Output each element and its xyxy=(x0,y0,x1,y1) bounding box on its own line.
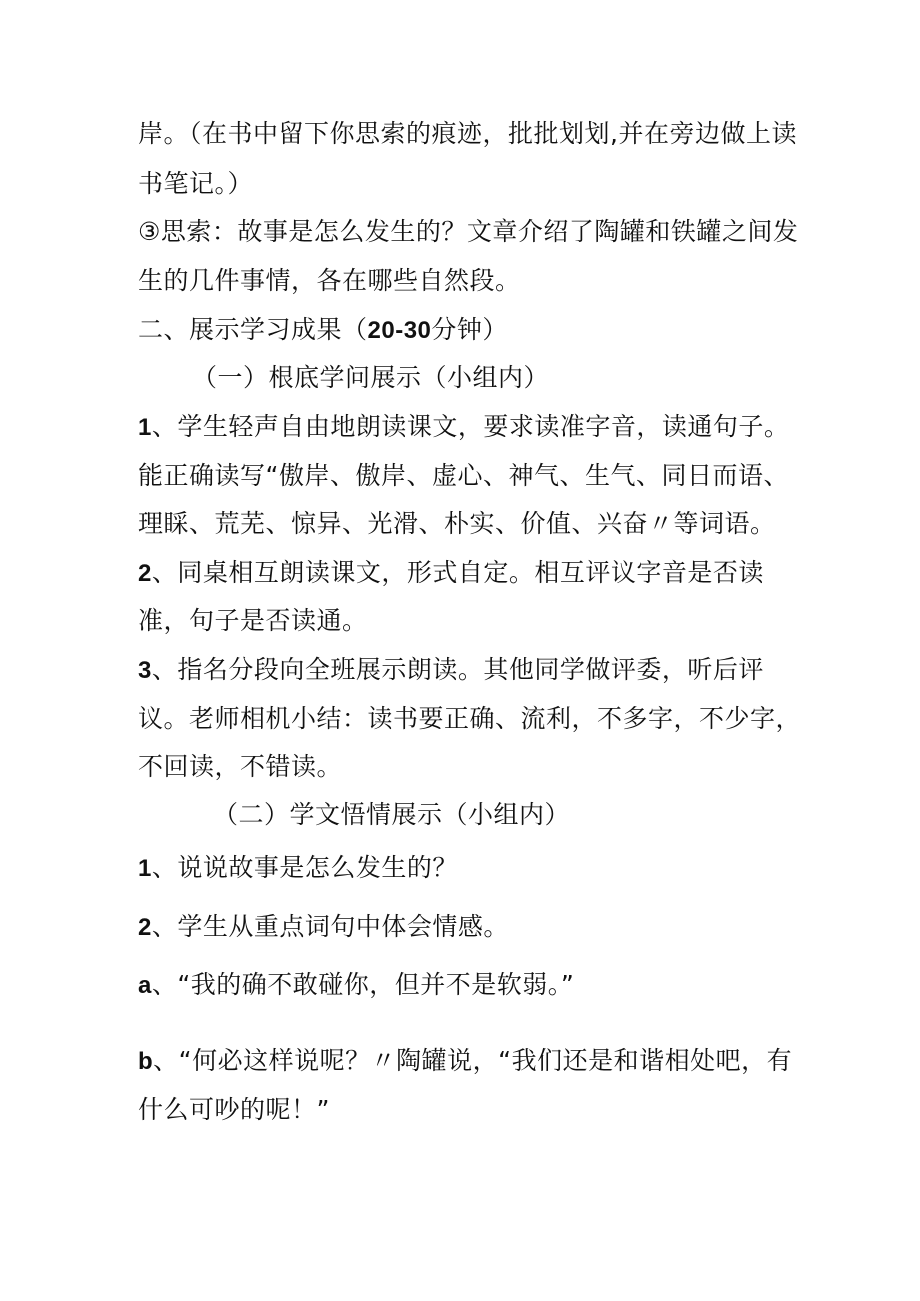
text-line: 书笔记。） xyxy=(138,169,254,198)
item-number: 3 xyxy=(138,657,152,684)
item-letter: b xyxy=(138,1048,154,1075)
text-line: 议。老师相机小结：读书要正确、流利，不多字，不少字， xyxy=(138,704,802,733)
list-item xyxy=(138,1046,792,1077)
subsection-heading: （一）根底学问展示（小组内） xyxy=(192,363,550,392)
item-text: 、“何必这样说呢？〃陶罐说，“我们还是和谐相处吧，有 xyxy=(153,1046,793,1075)
text-line: 什么可吵的呢！” xyxy=(138,1095,330,1124)
text-line: 生的几件事情，各在哪些自然段。 xyxy=(138,266,521,295)
list-item xyxy=(138,412,789,443)
list-item xyxy=(138,970,574,1001)
item-text: 、指名分段向全班展示朗读。其他同学做评委，听后评 xyxy=(151,655,764,684)
item-number: 2 xyxy=(138,560,152,587)
heading-suffix: 分钟） xyxy=(431,315,508,344)
heading-prefix: 二、展示学习成果（ xyxy=(138,315,368,344)
section-heading xyxy=(138,315,508,346)
list-item xyxy=(138,655,764,686)
text-line: 理睬、荒芜、惊异、光滑、朴实、价值、兴奋〃等词语。 xyxy=(138,509,776,538)
text-line: 岸。（在书中留下你思索的痕迹，批批划划,并在旁边做上读 xyxy=(138,119,797,148)
item-text: 、“我的确不敢碰你，但并不是软弱。” xyxy=(151,970,575,999)
subsection-heading: （二）学文悟情展示（小组内） xyxy=(213,800,571,829)
item-text: 、学生从重点词句中体会情感。 xyxy=(151,912,509,941)
list-item xyxy=(138,853,458,884)
text-line: 准，句子是否读通。 xyxy=(138,606,368,635)
text-line: 不回读，不错读。 xyxy=(138,752,343,781)
item-text: 、学生轻声自由地朗读课文，要求读准字音，读通句子。 xyxy=(151,412,790,441)
item-text: 、同桌相互朗读课文，形式自定。相互评议字音是否读 xyxy=(151,558,764,587)
list-item xyxy=(138,558,764,589)
item-text: 、说说故事是怎么发生的？ xyxy=(151,853,458,882)
list-item xyxy=(138,912,509,943)
item-number: 1 xyxy=(138,855,152,882)
item-number: 1 xyxy=(138,414,152,441)
item-letter: a xyxy=(138,972,152,999)
heading-number: 20-30 xyxy=(367,317,432,344)
item-number: 2 xyxy=(138,914,152,941)
text-line: 能正确读写“傲岸、傲岸、虚心、神气、生气、同日而语、 xyxy=(138,461,789,490)
text-line: ③思索：故事是怎么发生的？文章介绍了陶罐和铁罐之间发 xyxy=(138,217,799,246)
